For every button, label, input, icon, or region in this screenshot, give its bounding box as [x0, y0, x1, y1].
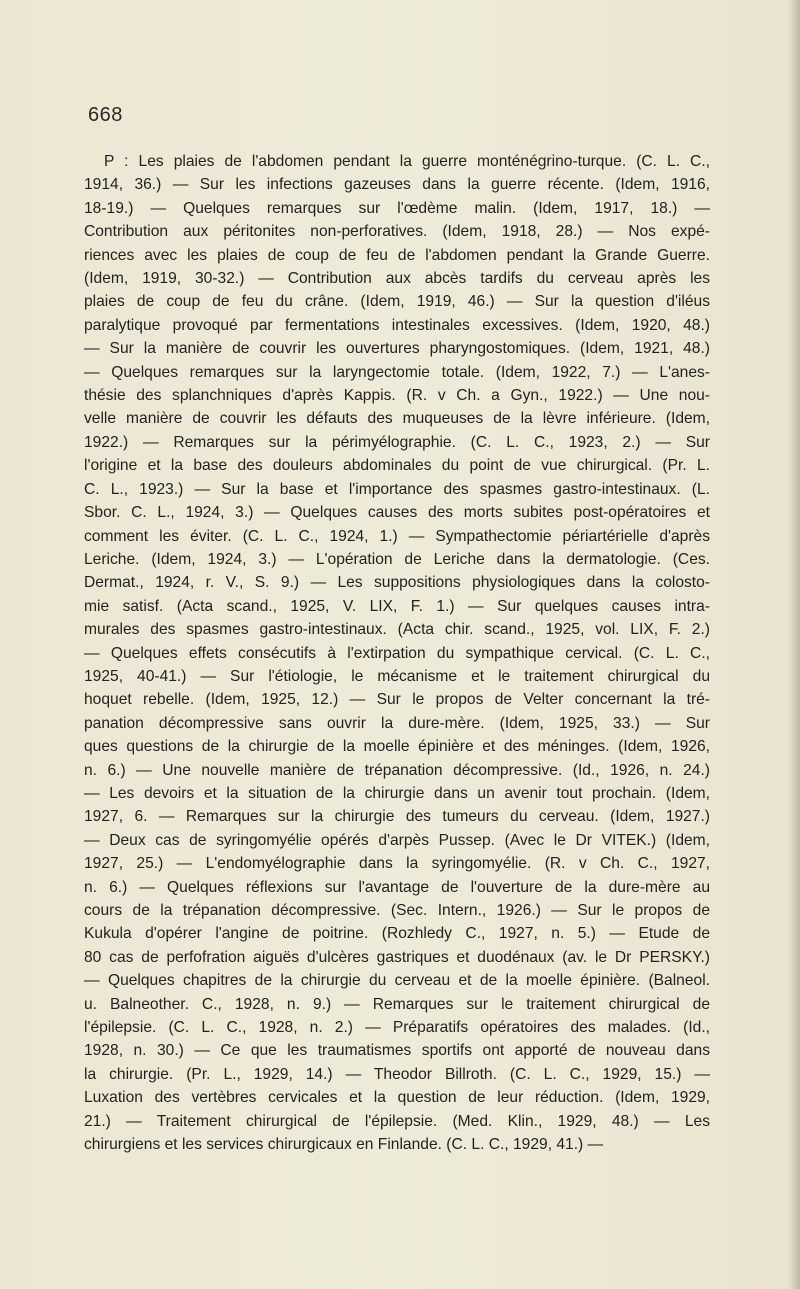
- text-line: 1928, n. 30.) — Ce que les traumatismes sportifs ont apporté de nouveau dans: [84, 1042, 710, 1060]
- text-line: paralytique provoqué par fermentations intestinales excessives. (Idem, 1920, 48.): [84, 316, 710, 334]
- text-line: — Quelques chapitres de la chirurgie du cerveau et de la moelle épinière. (Balneol.: [84, 972, 710, 990]
- text-line: — Sur la manière de couvrir les ouvertures pharyngostomiques. (Idem, 1921, 48.): [84, 340, 710, 358]
- text-line: plaies de coup de feu du crâne. (Idem, 1919, 46.) — Sur la question d'iléus: [84, 293, 710, 311]
- text-line: Dermat., 1924, r. V., S. 9.) — Les suppositions physiologiques dans la colosto-: [84, 574, 710, 592]
- text-line: 1925, 40-41.) — Sur l'étiologie, le mécanisme et le traitement chirurgical du: [84, 667, 710, 685]
- bibliography-paragraph: [84, 150, 710, 1156]
- page-number: 668: [88, 104, 123, 126]
- text-line: 1922.) — Remarques sur la périmyélographie. (C. L. C., 1923, 2.) — Sur: [84, 433, 710, 451]
- text-line: 80 cas de perfofration aiguës d'ulcères gastriques et duodénaux (av. le Dr PERSKY.): [84, 948, 710, 966]
- text-line: — Quelques effets consécutifs à l'extirpation du sympathique cervical. (C. L. C.,: [84, 644, 710, 662]
- text-line: chirurgiens et les services chirurgicaux en Finlande. (C. L. C., 1929, 41.) —: [84, 1136, 604, 1154]
- text-line: panation décompressive sans ouvrir la dure-mère. (Idem, 1925, 33.) — Sur: [84, 714, 710, 732]
- text-line: Sbor. C. L., 1924, 3.) — Quelques causes des morts subites post-opératoires et: [84, 504, 710, 522]
- text-line: Kukula d'opérer l'angine de poitrine. (Rozhledy C., 1927, n. 5.) — Etude de: [84, 925, 710, 943]
- text-line: 18-19.) — Quelques remarques sur l'œdème malin. (Idem, 1917, 18.) —: [84, 199, 710, 217]
- text-line: 1914, 36.) — Sur les infections gazeuses dans la guerre récente. (Idem, 1916,: [84, 176, 710, 194]
- text-line: murales des spasmes gastro-intestinaux. (Acta chir. scand., 1925, vol. LIX, F. 2.): [84, 621, 710, 639]
- text-line: cours de la trépanation décompressive. (Sec. Intern., 1926.) — Sur le propos de: [84, 902, 710, 919]
- text-line: comment les éviter. (C. L. C., 1924, 1.) — Sympathectomie périartérielle d'après: [84, 527, 710, 545]
- text-line: l'origine et la base des douleurs abdominales du point de vue chirurgical. (Pr. L.: [84, 457, 710, 475]
- text-line: n. 6.) — Quelques réflexions sur l'avantage de l'ouverture de la dure-mère au: [84, 878, 710, 896]
- text-line: — Deux cas de syringomyélie opérés d'arpès Pussep. (Avec le Dr VITEK.) (Idem,: [84, 831, 710, 849]
- text-line: Leriche. (Idem, 1924, 3.) — L'opération de Leriche dans la dermatologie. (Ces.: [84, 550, 710, 568]
- text-line: Contribution aux péritonites non-perforatives. (Idem, 1918, 28.) — Nos expé-: [84, 223, 710, 241]
- text-line: 1927, 6. — Remarques sur la chirurgie des tumeurs du cerveau. (Idem, 1927.): [84, 808, 710, 826]
- text-line: ques questions de la chirurgie de la moelle épinière et des méninges. (Idem, 1926,: [84, 738, 710, 756]
- text-line: velle manière de couvrir les défauts des muqueuses de la lèvre inférieure. (Idem,: [84, 410, 710, 428]
- text-line: l'épilepsie. (C. L. C., 1928, n. 2.) — Préparatifs opératoires des malades. (Id.,: [84, 1019, 710, 1037]
- text-line: — Les devoirs et la situation de la chirurgie dans un avenir tout prochain. (Idem,: [84, 784, 710, 802]
- text-line: riences avec les plaies de coup de feu de l'abdomen pendant la Grande Guerre.: [84, 246, 710, 264]
- text-line: hoquet rebelle. (Idem, 1925, 12.) — Sur le propos de Velter concernant la tré-: [84, 691, 710, 709]
- text-line: P : Les plaies de l'abdomen pendant la guerre monténégrino-turque. (C. L. C.,: [104, 153, 710, 170]
- text-line: (Idem, 1919, 30-32.) — Contribution aux abcès tardifs du cerveau après les: [84, 270, 710, 288]
- page-edge-shadow: [788, 0, 800, 1289]
- text-line: C. L., 1923.) — Sur la base et l'importance des spasmes gastro-intestinaux. (L.: [84, 480, 710, 498]
- text-line: 1927, 25.) — L'endomyélographie dans la syringomyélie. (R. v Ch. C., 1927,: [84, 855, 710, 873]
- text-line: u. Balneother. C., 1928, n. 9.) — Remarques sur le traitement chirurgical de: [84, 995, 710, 1013]
- text-line: la chirurgie. (Pr. L., 1929, 14.) — Theodor Billroth. (C. L. C., 1929, 15.) —: [84, 1065, 710, 1083]
- text-line: n. 6.) — Une nouvelle manière de trépanation décompressive. (Id., 1926, n. 24.): [84, 761, 710, 779]
- text-line: Luxation des vertèbres cervicales et la question de leur réduction. (Idem, 1929,: [84, 1089, 710, 1107]
- text-line: thésie des splanchniques d'après Kappis. (R. v Ch. a Gyn., 1922.) — Une nou-: [84, 387, 710, 405]
- text-line: — Quelques remarques sur la laryngectomie totale. (Idem, 1922, 7.) — L'anes-: [84, 363, 710, 381]
- text-line: mie satisf. (Acta scand., 1925, V. LIX, F. 1.) — Sur quelques causes intra-: [84, 597, 710, 615]
- text-line: 21.) — Traitement chirurgical de l'épilepsie. (Med. Klin., 1929, 48.) — Les: [84, 1112, 710, 1130]
